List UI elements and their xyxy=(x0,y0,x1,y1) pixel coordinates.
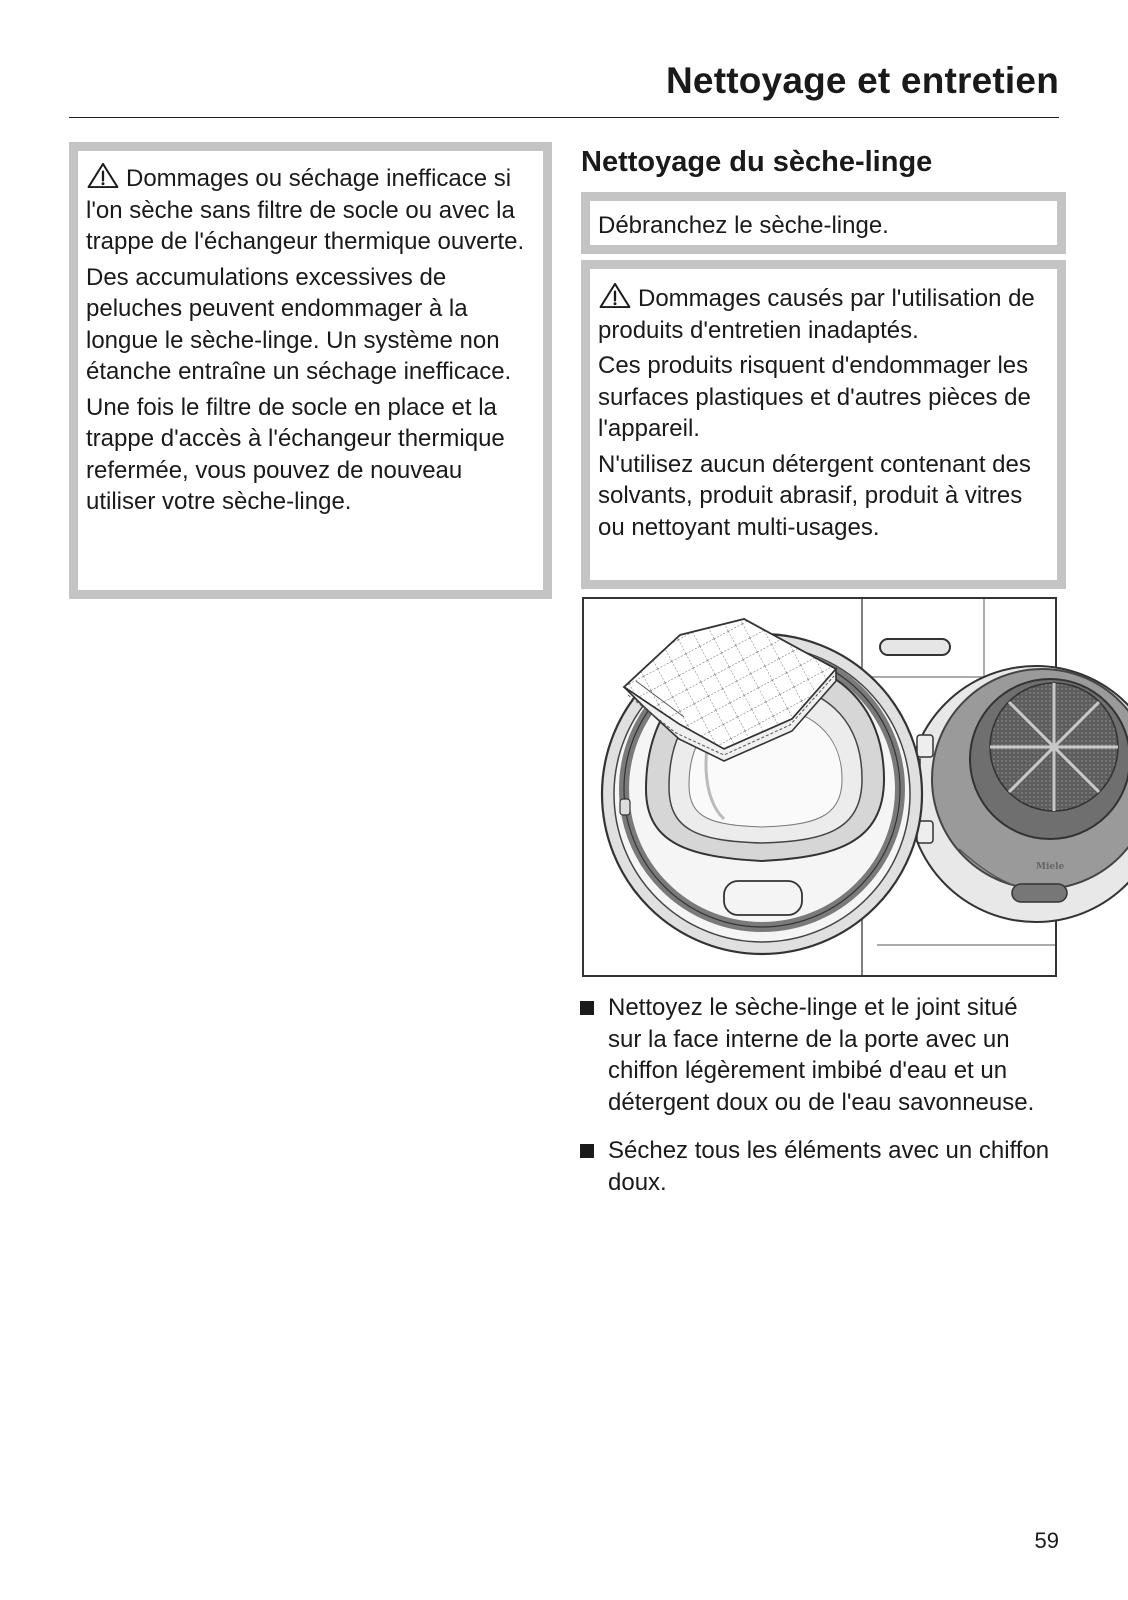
header-divider xyxy=(69,117,1059,118)
dryer-door-cloth-drawing xyxy=(584,599,1065,975)
section-heading: Nettoyage du sèche-linge xyxy=(581,146,933,178)
warning-triangle-icon xyxy=(86,162,120,189)
right-warning-paragraph-3: N'utilisez aucun détergent contenant des solvants, produit abrasif, produit à vitres ou nettoyant multi-usages. xyxy=(598,450,1031,541)
left-warning-paragraph-3: Une fois le filtre de socle en place et la trappe d'accès à l'échangeur thermique refermée, vous pouvez de nouveau utiliser votre sèche-linge. xyxy=(86,393,505,515)
left-warning-box xyxy=(69,142,552,599)
right-warning-paragraph-1 xyxy=(598,282,1049,346)
dryer-cleaning-illustration xyxy=(582,597,1065,977)
page-number: 59 xyxy=(1034,1528,1059,1553)
unplug-text: Débranchez le sèche-linge. xyxy=(598,212,889,239)
right-warning-box xyxy=(581,260,1066,589)
warning-triangle-icon xyxy=(598,282,632,309)
left-warning-paragraph-1 xyxy=(86,162,535,258)
right-warning-text-1: Dommages causés par l'utilisation de produits d'entretien inadaptés. xyxy=(598,285,1035,344)
left-warning-text-1: Dommages ou séchage inefficace si l'on sèche sans filtre de socle ou avec la trappe de l'échangeur thermique ouverte. xyxy=(86,165,525,255)
square-bullet-icon xyxy=(580,1001,594,1015)
step-text-2: Séchez tous les éléments avec un chiffon doux. xyxy=(608,1137,1050,1196)
right-warning-paragraph-2: Ces produits risquent d'endommager les surfaces plastiques et d'autres pièces de l'appareil. xyxy=(598,352,1031,442)
page-header-title: Nettoyage et entretien xyxy=(666,60,1059,101)
cleaning-steps-list xyxy=(580,992,1050,1215)
step-item-2 xyxy=(580,1135,1050,1198)
unplug-box xyxy=(581,192,1066,254)
step-text-1: Nettoyez le sèche-linge et le joint situé sur la face interne de la porte avec un chiffon légèrement imbibé d'eau et un détergent doux ou de l'eau savonneuse. xyxy=(608,994,1035,1116)
left-warning-paragraph-2: Des accumulations excessives de peluches peuvent endommager à la longue le sèche-linge. Un système non étanche entraîne un séchage inefficace. xyxy=(86,263,512,385)
square-bullet-icon xyxy=(580,1144,594,1158)
step-item-1 xyxy=(580,992,1050,1118)
brand-logo-text: Miele xyxy=(1036,862,1065,872)
